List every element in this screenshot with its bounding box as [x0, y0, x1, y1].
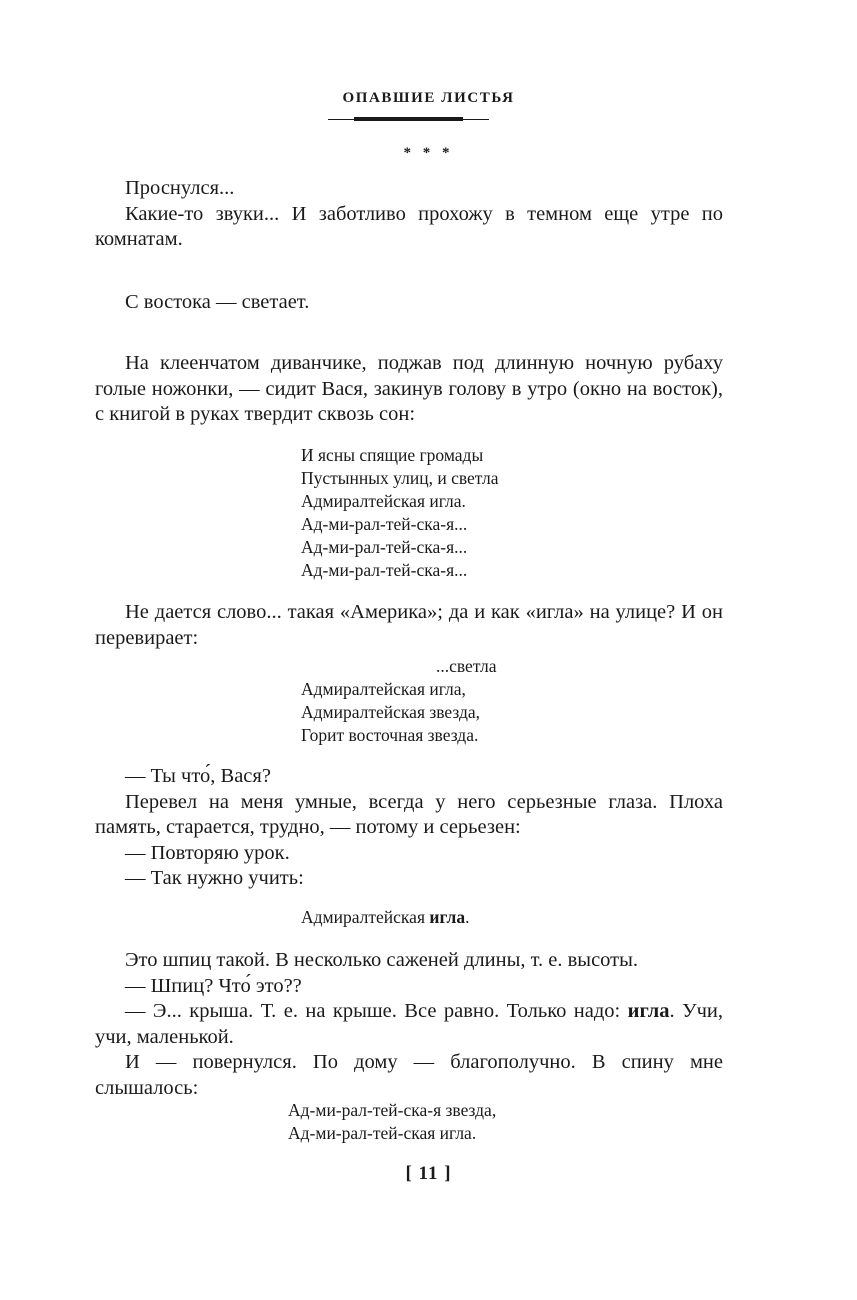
verse-line: Ад-ми-рал-тей-ска-я...	[301, 537, 468, 557]
text-block-1	[95, 176, 723, 253]
verse-line: Адмиралтейская игла,	[301, 679, 466, 699]
paragraph: Перевел на меня умные, всегда у него серьезные глаза. Плоха память, старается, трудно, — потому и серьезен:	[95, 790, 723, 838]
paragraph: На клеенчатом диванчике, поджав под длинную ночную рубаху голые ножонки, — сидит Вася, закинув голову в утро (окно на восток), с книгой в руках твердит сквозь сон:	[95, 352, 723, 425]
verse-line: Ад-ми-рал-тей-ская игла.	[288, 1123, 477, 1143]
text-block-5	[95, 764, 723, 892]
paragraph: Не дается слово... такая «Америка»; да и как «игла» на улице? И он перевирает:	[95, 601, 723, 649]
text-block-2	[95, 290, 723, 316]
verse-block-4	[288, 1099, 496, 1145]
verse-line: И ясны спящие громады	[301, 445, 484, 465]
verse-block-2	[301, 655, 497, 747]
verse-line: Ад-ми-рал-тей-ска-я звезда,	[288, 1100, 497, 1120]
verse-line	[301, 906, 469, 929]
emphasis: игла	[429, 907, 466, 927]
emphasis: игла	[627, 1000, 670, 1022]
paragraph-text: — Э... крыша. Т. е. на крыше. Все равно. Только надо:	[125, 1000, 628, 1022]
paragraph: Какие-то звуки... И заботливо прохожу в темном еще утре по комнатам.	[95, 202, 723, 250]
paragraph: Это шпиц такой. В несколько саженей длины, т. е. высоты.	[125, 949, 639, 971]
paragraph: — Так нужно учить:	[125, 867, 304, 889]
text-block-6	[95, 948, 723, 1101]
paragraph: И — повернулся. По дому — благополучно. В спину мне слышалось:	[95, 1051, 723, 1099]
verse-line: Адмиралтейская игла.	[301, 491, 466, 511]
running-head: ОПАВШИЕ ЛИСТЬЯ	[342, 90, 515, 106]
verse-line: Ад-ми-рал-тей-ска-я...	[301, 514, 468, 534]
paragraph	[95, 999, 723, 1050]
head-rule-thick	[354, 117, 463, 121]
verse-line: Ад-ми-рал-тей-ска-я...	[301, 560, 468, 580]
section-separator: * * *	[403, 145, 454, 161]
paragraph-text: . Учи, учи, маленькой.	[95, 1000, 723, 1048]
text-block-4	[95, 600, 723, 651]
paragraph: С востока — светает.	[125, 291, 310, 313]
verse-text: .	[465, 907, 470, 927]
verse-text: Адмиралтейская	[301, 907, 430, 927]
paragraph: Проснулся...	[125, 177, 235, 199]
text-block-3	[95, 351, 723, 428]
page-number: [ 11 ]	[405, 1163, 452, 1184]
verse-block-3	[301, 906, 469, 929]
paragraph: — Ты что́, Вася?	[125, 765, 271, 787]
verse-line: Горит восточная звезда.	[301, 725, 479, 745]
verse-line: Пустынных улиц, и светла	[301, 468, 499, 488]
verse-line: Адмиралтейская звезда,	[301, 702, 481, 722]
verse-block-1	[301, 444, 499, 582]
paragraph: — Повторяю урок.	[125, 841, 290, 864]
verse-line: ...светла	[436, 656, 497, 676]
paragraph: — Шпиц? Что́ это??	[125, 974, 302, 997]
